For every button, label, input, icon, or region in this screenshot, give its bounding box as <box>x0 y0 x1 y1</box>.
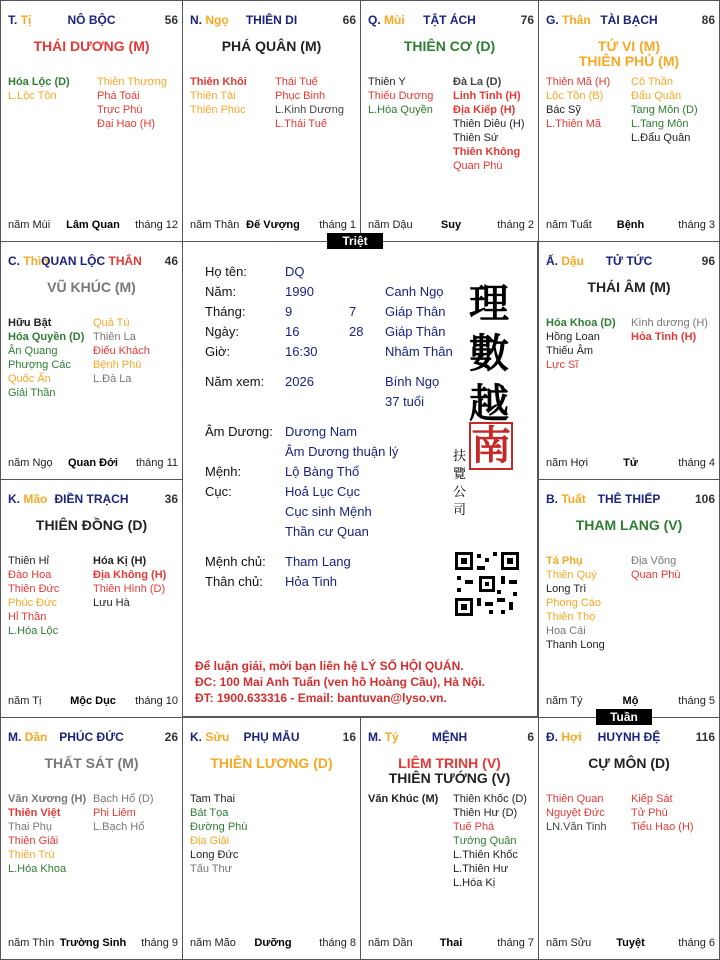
minor-star: Phong Cáo <box>546 597 602 609</box>
minor-star: Linh Tinh (H) <box>453 90 521 102</box>
than-marker: THÂN <box>108 254 142 268</box>
thang-duong: 9 <box>285 304 293 319</box>
minor-star: Địa Giải <box>190 835 230 847</box>
minor-star: Văn Xương (H) <box>8 793 87 805</box>
minor-star: Hỏa Tinh (H) <box>631 331 697 343</box>
ho-ten-label: Họ tên: <box>205 264 247 279</box>
minor-star: Thiên Phúc <box>190 104 246 116</box>
menh-value: Lộ Bàng Thổ <box>285 464 360 479</box>
minor-star: L.Đẩu Quân <box>631 132 691 144</box>
nam-value: 1990 <box>285 284 314 299</box>
minor-star: Quả Tú <box>93 317 130 329</box>
minor-star: Tấu Thư <box>190 863 233 875</box>
palace-age: 116 <box>695 730 715 744</box>
seal-side-text: 扶覽公司 <box>453 449 467 518</box>
minor-star: L.Thiên Mã <box>546 118 602 130</box>
ho-ten-value: DQ <box>285 264 305 279</box>
minor-star: Phượng Các <box>8 359 71 371</box>
palace-name-text: TÀI BẠCH <box>600 13 658 27</box>
palace-age: 46 <box>164 254 178 268</box>
palace-name-text: PHÚC ĐỨC <box>59 730 124 744</box>
month: tháng 9 <box>141 937 178 949</box>
stem-year: năm Tý <box>546 695 583 707</box>
palace-stem: N. <box>190 13 202 27</box>
palace-branch-name: Hợi <box>561 730 582 744</box>
life-stage: Quan Đới <box>68 457 118 469</box>
month: tháng 11 <box>135 457 178 469</box>
main-star: THẤT SÁT (M) <box>44 755 139 771</box>
palace-branch-name: Thìn <box>23 254 49 268</box>
palace-name-text: QUAN LỘC <box>41 254 106 268</box>
info-panel <box>182 241 538 717</box>
minor-star: Thiên La <box>93 331 136 343</box>
than-chu-label: Thân chủ: <box>205 574 263 589</box>
gio-label: Giờ: <box>205 344 231 359</box>
cuc-label: Cục: <box>205 484 232 499</box>
palace-stem: K. <box>190 730 202 744</box>
main-star: THIÊN TƯỚNG (V) <box>388 770 511 786</box>
cuc-note-2: Thần cư Quan <box>285 524 369 539</box>
minor-star: Tử Phù <box>631 807 668 819</box>
month: tháng 3 <box>678 219 715 231</box>
palace-branch-name: Ngọ <box>205 13 229 27</box>
month: tháng 7 <box>497 937 534 949</box>
minor-star: Long Đức <box>190 849 239 861</box>
minor-star: Đà La (D) <box>453 76 502 88</box>
minor-star: Trực Phù <box>97 104 143 116</box>
stem-year: năm Tị <box>8 695 42 707</box>
minor-star: Văn Khúc (M) <box>368 793 439 805</box>
minor-star: Ân Quang <box>8 345 58 357</box>
palace-name-text: THÊ THIẾP <box>597 492 661 506</box>
cuc-value: Hoả Lục Cục <box>285 484 361 499</box>
stem-year: năm Hợi <box>546 457 589 469</box>
minor-star: L.Thiên Khốc <box>453 849 518 861</box>
minor-star: Địa Không (H) <box>93 569 167 581</box>
minor-star: Đường Phù <box>190 821 248 833</box>
palace-name-text: THIÊN DI <box>245 13 298 27</box>
minor-star: Thiên Quý <box>546 569 597 581</box>
ngay-label: Ngày: <box>205 324 239 339</box>
thang-can-chi: Giáp Thân <box>385 304 446 319</box>
palace-branch-name: Dần <box>24 730 48 744</box>
palace-age: 6 <box>527 730 534 744</box>
palace-name-text: TẬT ÁCH <box>423 13 476 27</box>
life-stage: Bệnh <box>616 219 645 231</box>
minor-star: Quốc Ấn <box>8 373 51 385</box>
minor-star: L.Thiên Hư <box>453 863 509 875</box>
minor-star: L.Thái Tuế <box>275 118 327 130</box>
minor-star: Thiên Không <box>453 146 521 158</box>
minor-star: LN.Văn Tinh <box>546 821 607 833</box>
minor-star: Phục Binh <box>275 90 326 102</box>
minor-star: L.Tang Môn <box>631 118 689 130</box>
minor-star: Thiếu Âm <box>546 345 594 357</box>
palace-stem: G. <box>546 13 559 27</box>
am-duong-label: Âm Dương: <box>205 424 273 439</box>
qr-code[interactable] <box>453 550 521 618</box>
minor-star: Thái Tuế <box>275 76 318 88</box>
main-star: THIÊN PHỦ (M) <box>578 53 680 69</box>
thang-label: Tháng: <box>205 304 246 319</box>
cuc-note-1: Cục sinh Mệnh <box>285 504 372 519</box>
palace-branch-name: Dậu <box>561 254 585 268</box>
main-star: CỰ MÔN (D) <box>588 755 670 771</box>
palace-stem: M. <box>368 730 382 744</box>
main-star: THIÊN CƠ (D) <box>403 38 496 54</box>
month: tháng 10 <box>135 695 178 707</box>
minor-star: Lực Sĩ <box>546 359 579 371</box>
palace-age: 26 <box>164 730 178 744</box>
palace-age: 16 <box>342 730 356 744</box>
minor-star: Thiên Sứ <box>453 132 499 144</box>
main-star: VŨ KHÚC (M) <box>47 279 136 295</box>
minor-star: Bát Tọa <box>190 807 229 819</box>
minor-star: Cô Thần <box>631 76 673 88</box>
life-stage: Lâm Quan <box>66 219 120 231</box>
stem-year: năm Thân <box>190 219 240 231</box>
stem-year: năm Mùi <box>8 219 51 231</box>
minor-star: Bác Sỹ <box>546 104 581 116</box>
stem-year: năm Ngọ <box>8 457 53 469</box>
palace-name-text: HUYNH ĐỆ <box>597 730 661 744</box>
minor-star: Quan Phù <box>453 160 503 172</box>
minor-star: Kiếp Sát <box>631 793 673 805</box>
palace-name-text: ĐIỀN TRẠCH <box>54 492 129 506</box>
minor-star: L.Hóa Kị <box>453 877 496 889</box>
ngay-can-chi: Giáp Thân <box>385 324 446 339</box>
minor-star: Hữu Bật <box>8 317 52 329</box>
minor-star: Tang Môn (D) <box>631 104 698 116</box>
minor-star: Quan Phù <box>631 569 681 581</box>
minor-star: Lưu Hà <box>93 597 130 609</box>
palace-stem: K. <box>8 492 20 506</box>
minor-star: Kình dương (H) <box>631 317 708 329</box>
than-chu-value: Hỏa Tinh <box>285 574 338 589</box>
minor-star: Đẩu Quân <box>631 90 682 102</box>
minor-star: L.Hóa Khoa <box>8 863 67 875</box>
minor-star: Tuế Phá <box>453 821 495 833</box>
minor-star: Thiên Khôi <box>190 76 247 88</box>
palace-branch-name: Tý <box>384 730 399 744</box>
palace-name-text: MỆNH <box>431 730 468 744</box>
main-star: THÁI ÂM (M) <box>587 279 671 295</box>
minor-star: Đại Hao (H) <box>97 118 156 130</box>
minor-star: Thiên Thọ <box>546 611 596 623</box>
palace-stem: B. <box>546 492 558 506</box>
menh-label: Mệnh: <box>205 464 242 479</box>
seal-stamp: 南 <box>471 422 511 469</box>
minor-star: Thiên Hỉ <box>8 555 49 567</box>
month: tháng 6 <box>678 937 715 949</box>
minor-star: Hóa Kị (H) <box>93 555 147 567</box>
am-duong-note: Âm Dương thuận lý <box>285 444 399 459</box>
nam-can-chi: Canh Ngọ <box>385 284 444 299</box>
life-stage: Mộ <box>622 695 639 707</box>
minor-star: Hoa Cái <box>546 625 586 637</box>
palace-name-text: PHỤ MẪU <box>243 730 300 744</box>
main-star: THIÊN LƯƠNG (D) <box>210 755 333 771</box>
palace-name-text: TỬ TỨC <box>605 254 653 268</box>
stem-year: năm Tuất <box>546 219 592 231</box>
thang-am: 7 <box>349 304 357 319</box>
main-star: PHÁ QUÂN (M) <box>221 38 322 54</box>
month: tháng 2 <box>497 219 534 231</box>
life-stage: Suy <box>440 219 462 231</box>
minor-star: Phúc Đức <box>8 597 57 609</box>
seal-char-3: 越 <box>469 380 509 427</box>
life-stage: Trường Sinh <box>59 937 127 949</box>
nam-xem-can-chi: Bính Ngọ <box>385 374 440 389</box>
palace-age: 56 <box>164 13 178 27</box>
minor-star: Phi Liêm <box>93 807 136 819</box>
palace-stem: M. <box>8 730 22 744</box>
am-duong-value: Dương Nam <box>285 424 358 439</box>
minor-star: Thiên Tài <box>190 90 236 102</box>
minor-star: Thiên Thương <box>97 76 168 88</box>
minor-star: Thiên Giải <box>8 835 59 847</box>
minor-star: Thiên Quan <box>546 793 604 805</box>
month: tháng 5 <box>678 695 715 707</box>
minor-star: Thiên Việt <box>8 807 61 819</box>
palace-branch-name: Thân <box>562 13 591 27</box>
life-stage: Tuyệt <box>616 937 645 949</box>
minor-star: Đào Hoa <box>8 569 52 581</box>
stem-year: năm Thìn <box>8 937 55 949</box>
contact-line-3[interactable]: ĐT: 1900.633316 - Email: bantuvan@lyso.vn. <box>195 691 447 705</box>
minor-star: Thiên Khốc (D) <box>453 793 527 805</box>
stem-year: năm Dậu <box>368 219 413 231</box>
nam-xem-label: Năm xem: <box>205 374 265 389</box>
month: tháng 1 <box>319 219 356 231</box>
main-star: LIÊM TRINH (V) <box>398 755 501 771</box>
life-stage: Mộc Dục <box>70 695 116 707</box>
minor-star: Bạch Hổ (D) <box>93 793 154 805</box>
minor-star: Phá Toái <box>97 90 140 102</box>
minor-star: Giải Thần <box>8 387 56 399</box>
main-star: THAM LANG (V) <box>575 517 683 533</box>
ngay-am: 28 <box>349 324 364 339</box>
main-star: THIÊN ĐỒNG (D) <box>35 517 148 533</box>
palace-age: 96 <box>701 254 715 268</box>
palace-name-text: NÔ BỘC <box>67 13 116 27</box>
minor-star: Long Trì <box>546 583 587 595</box>
palace-branch-name: Mùi <box>384 13 405 27</box>
menh-chu-label: Mệnh chủ: <box>205 554 266 569</box>
month: tháng 12 <box>135 219 178 231</box>
palace-stem: Ấ. <box>546 254 558 268</box>
minor-star: L.Kinh Dương <box>275 104 345 116</box>
minor-star: Hóa Khoa (D) <box>546 317 616 329</box>
palace-age: 106 <box>694 492 715 506</box>
palace-age: 66 <box>342 13 356 27</box>
minor-star: L.Hóa Quyền <box>368 104 433 116</box>
minor-star: Thiên Y <box>368 76 406 88</box>
ngay-duong: 16 <box>285 324 300 339</box>
palace-age: 36 <box>164 492 178 506</box>
minor-star: L.Đà La <box>93 373 132 385</box>
palace-age: 86 <box>701 13 715 27</box>
minor-star: Tam Thai <box>190 793 236 805</box>
menh-chu-value: Tham Lang <box>285 554 351 569</box>
minor-star: L.Hóa Lộc <box>8 625 59 637</box>
minor-star: Địa Kiếp (H) <box>453 104 516 116</box>
minor-star: Hỉ Thần <box>8 611 47 623</box>
stem-year: năm Mão <box>190 937 236 949</box>
minor-star: Nguyệt Đức <box>546 807 605 819</box>
triet-badge: Triệt <box>327 233 383 249</box>
palace-stem: Q. <box>368 13 381 27</box>
palace-branch-name: Tị <box>20 13 32 27</box>
palace-branch-name: Tuất <box>561 492 586 506</box>
gio-can-chi: Nhâm Thân <box>385 344 453 359</box>
minor-star: Hóa Quyền (D) <box>8 331 85 343</box>
stem-year: năm Dần <box>368 937 413 949</box>
minor-star: Điếu Khách <box>93 345 150 357</box>
minor-star: Địa Võng <box>631 555 677 567</box>
life-stage: Tử <box>623 457 638 469</box>
minor-star: Tả Phụ <box>546 555 583 567</box>
main-star: TỬ VI (M) <box>597 38 661 54</box>
minor-star: Thiên Đức <box>8 583 60 595</box>
month: tháng 8 <box>319 937 356 949</box>
palace-stem: Đ. <box>546 730 558 744</box>
minor-star: Thiên Hư (D) <box>453 807 518 819</box>
palace-branch-name: Mão <box>23 492 48 506</box>
stem-year: năm Sửu <box>546 937 592 949</box>
life-stage: Thai <box>439 937 463 949</box>
life-stage: Đế Vượng <box>246 219 300 231</box>
minor-star: Thiếu Dương <box>368 90 434 102</box>
palace-stem: T. <box>8 13 18 27</box>
minor-star: Hóa Lộc (D) <box>8 76 70 88</box>
minor-star: Thiên Mã (H) <box>546 76 611 88</box>
seal-char-1: 理 <box>469 280 509 327</box>
tuan-badge: Tuần <box>596 709 652 725</box>
minor-star: L.Bạch Hổ <box>93 821 145 833</box>
minor-star: Thiên Trù <box>8 849 55 861</box>
minor-star: Bệnh Phù <box>93 359 142 371</box>
minor-star: Thai Phụ <box>8 821 53 833</box>
palace-branch-name: Sửu <box>205 730 230 744</box>
month: tháng 4 <box>678 457 715 469</box>
seal-char-2: 數 <box>469 330 509 377</box>
palace-age: 76 <box>520 13 534 27</box>
contact-line-2: ĐC: 100 Mai Anh Tuấn (ven hồ Hoàng Cầu), Hà Nội. <box>195 675 486 689</box>
life-stage: Dưỡng <box>254 937 292 949</box>
minor-star: Thiên Hình (D) <box>93 583 166 595</box>
minor-star: L.Lộc Tồn <box>8 90 57 102</box>
contact-block <box>195 658 485 706</box>
minor-star: Hồng Loan <box>546 331 600 343</box>
tuoi-value: 37 tuổi <box>385 394 425 409</box>
minor-star: Tiểu Hao (H) <box>631 821 694 833</box>
nam-label: Năm: <box>205 284 237 299</box>
minor-star: Tướng Quân <box>453 835 517 847</box>
palace-stem: C. <box>8 254 20 268</box>
gio-value: 16:30 <box>285 344 318 359</box>
minor-star: Lộc Tồn (B) <box>546 90 604 102</box>
main-star: THÁI DƯƠNG (M) <box>33 38 150 54</box>
nam-xem-value: 2026 <box>285 374 314 389</box>
minor-star: Thiên Diêu (H) <box>453 118 525 130</box>
minor-star: Thanh Long <box>546 639 605 651</box>
contact-line-1: Để luận giải, mời bạn liên hệ LÝ SỐ HỘI QUÁN. <box>195 659 464 673</box>
